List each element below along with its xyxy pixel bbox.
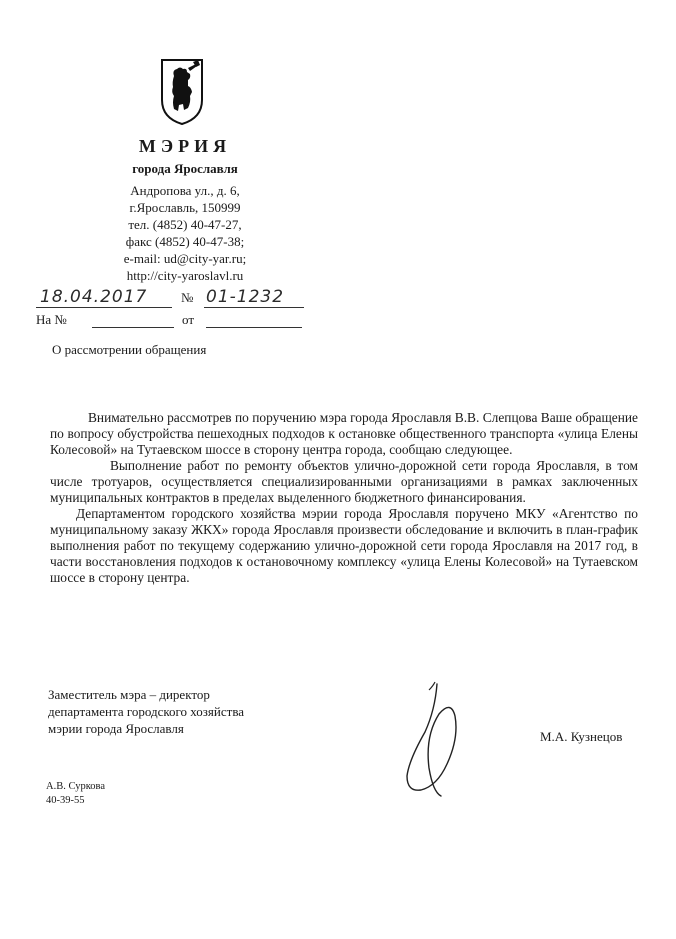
body-paragraph: Выполнение работ по ремонту объектов улично-дорожной сети города Ярославля, в том числе тротуаров, осуществляется специализированными организациями в рамках заключенных муниципальных контрактов в пределах выделенного бюджетного финансирования. xyxy=(50,458,638,505)
executor-phone: 40-39-55 xyxy=(46,795,85,806)
signatory-position xyxy=(48,686,244,737)
position-line: мэрии города Ярославля xyxy=(48,721,184,736)
org-address xyxy=(100,182,270,284)
ref-underline xyxy=(92,327,174,328)
executor-info xyxy=(46,780,105,808)
address-line: г.Ярославль, 150999 xyxy=(129,200,241,215)
handwritten-date: 18.04.2017 xyxy=(40,287,148,307)
fax-line: факс (4852) 40-47-38; xyxy=(125,234,245,249)
position-line: Заместитель мэра – директор xyxy=(48,687,210,702)
position-line: департамента городского хозяйства xyxy=(48,704,245,719)
registration-row xyxy=(36,287,336,311)
from-underline xyxy=(206,327,302,328)
signatory-name: М.А. Кузнецов xyxy=(540,729,623,744)
reference-row xyxy=(36,312,336,332)
number-underline xyxy=(204,307,304,308)
ref-label: На № xyxy=(36,312,67,327)
number-sign: № xyxy=(181,290,194,305)
handwritten-number: 01-1232 xyxy=(206,287,285,307)
letter-body xyxy=(50,410,638,586)
website-line: http://city-yaroslavl.ru xyxy=(126,268,244,283)
from-label: от xyxy=(182,312,195,327)
phone-line: тел. (4852) 40-47-27, xyxy=(128,217,242,232)
bear-emblem-icon xyxy=(160,56,204,126)
body-paragraph: Департаментом городского хозяйства мэрии города Ярославля поручено МКУ «Агентство по муниципальному заказу ЖКХ» города Ярославля произвести обследование и включить в план-график выполнения работ по текущему содержанию улично-дорожной сети города Ярославля на 2017 год, в части восстановления подходов к остановочному комплексу «улица Елены Колесовой» на Тутаевском шоссе в сторону центра. xyxy=(50,506,638,585)
body-paragraph: Внимательно рассмотрев по поручению мэра города Ярославля В.В. Слепцова Ваше обращение по вопросу обустройства пешеходных подходов к остановке общественного транспорта «улица Елены Колесовой» на Тутаевском шоссе в сторону центра города, сообщаю следующее. xyxy=(50,410,638,457)
org-name: МЭРИЯ xyxy=(138,136,232,156)
email-line: e-mail: ud@city-yar.ru; xyxy=(123,251,247,266)
date-underline xyxy=(36,307,172,308)
org-city: города Ярославля xyxy=(132,161,238,176)
handwritten-signature xyxy=(395,680,475,800)
executor-name: А.В. Суркова xyxy=(46,781,106,792)
address-line: Андропова ул., д. 6, xyxy=(130,183,240,198)
subject-line: О рассмотрении обращения xyxy=(52,342,207,357)
